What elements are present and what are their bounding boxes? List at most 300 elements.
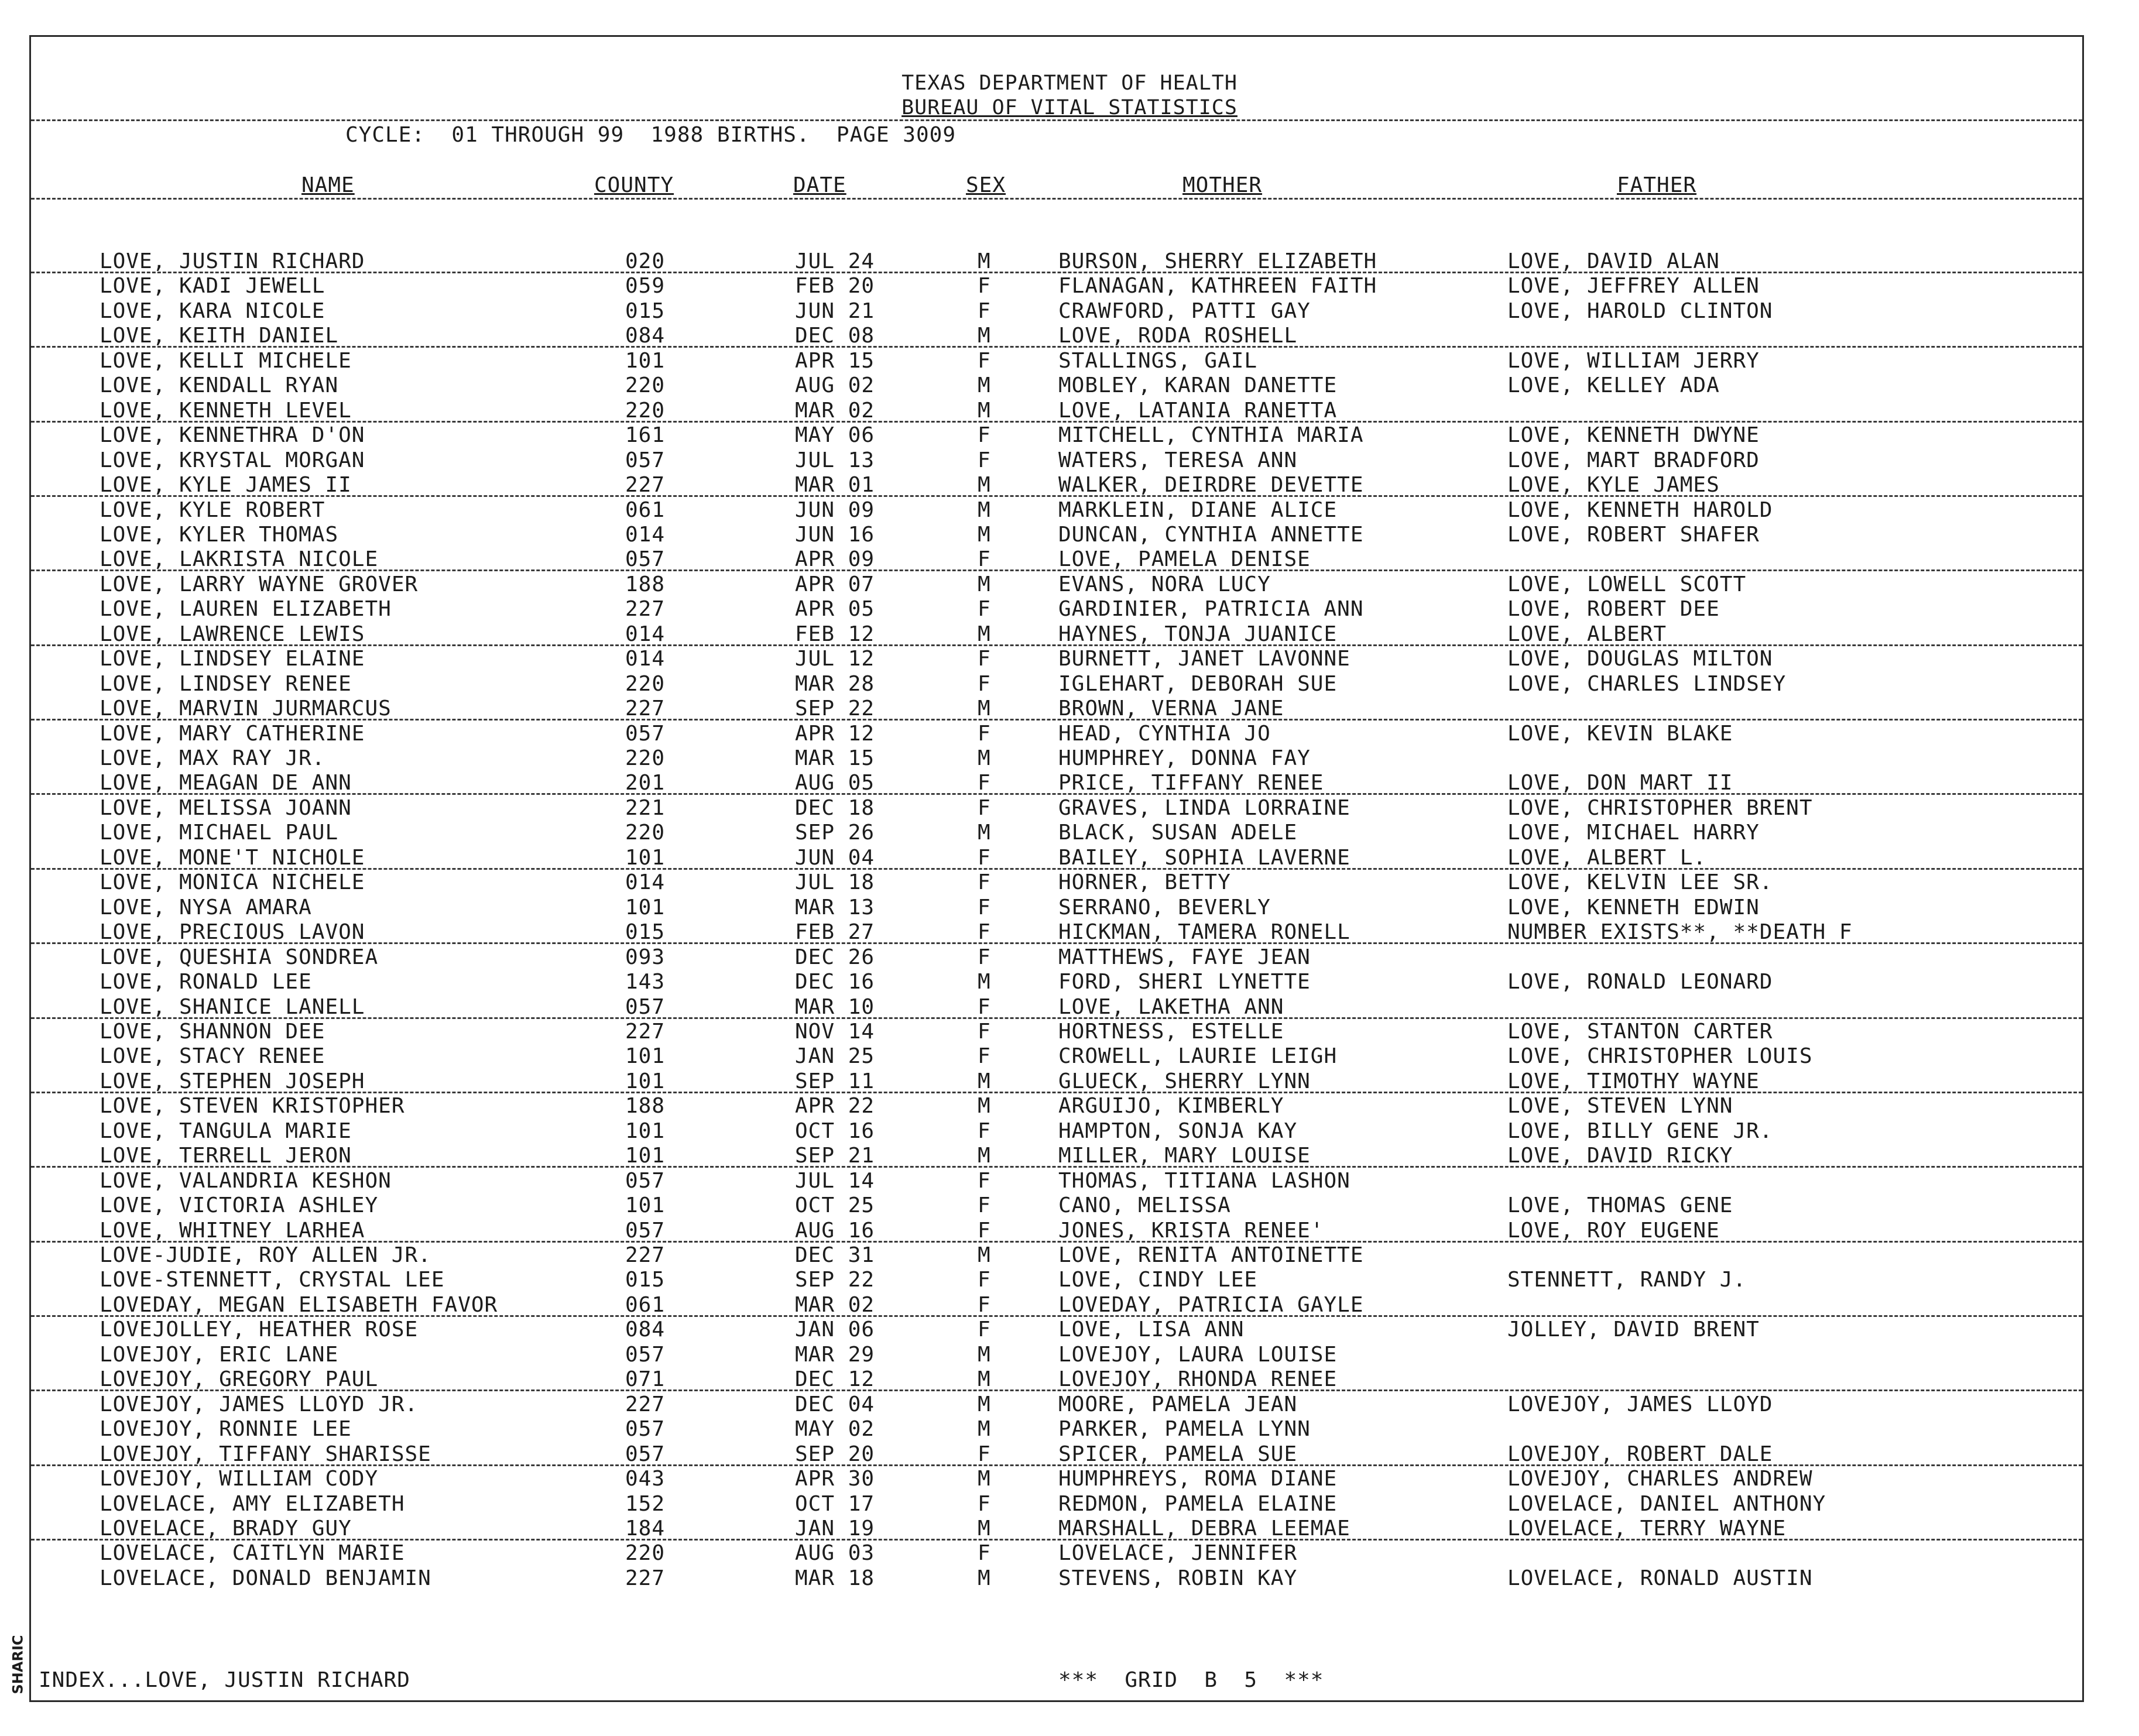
cell-county: 220 [625, 1541, 666, 1566]
cell-father: LOVE, CHRISTOPHER BRENT [1507, 795, 1813, 820]
cell-county: 227 [625, 597, 666, 622]
row-separator [31, 1092, 2082, 1093]
col-date-header: DATE [793, 173, 846, 197]
cell-county: 057 [625, 1442, 666, 1466]
cell-mother: GLUECK, SHERRY LYNN [1058, 1069, 1311, 1093]
cell-name: LOVE, MARVIN JURMARCUS [100, 697, 392, 721]
cell-sex: F [978, 1168, 991, 1193]
cell-sex: M [978, 821, 991, 845]
cell-sex: M [978, 1566, 991, 1590]
cell-date: SEP 22 [795, 697, 875, 721]
row-separator [31, 644, 2082, 646]
cell-name: LOVE, KRYSTAL MORGAN [100, 448, 365, 472]
table-row [0, 448, 2139, 473]
cell-father: LOVE, MICHAEL HARRY [1507, 821, 1760, 845]
cell-date: AUG 05 [795, 771, 875, 795]
cell-father: LOVELACE, DANIEL ANTHONY [1507, 1491, 1826, 1516]
table-row [0, 1169, 2139, 1193]
table-row [0, 722, 2139, 746]
table-row [0, 597, 2139, 622]
cell-county: 061 [625, 498, 666, 522]
index-footer: INDEX...LOVE, JUSTIN RICHARD [39, 1668, 410, 1692]
cell-sex: M [978, 324, 991, 348]
cell-mother: MARSHALL, DEBRA LEEMAE [1058, 1516, 1350, 1541]
cell-mother: LOVE, CINDY LEE [1058, 1268, 1258, 1292]
cell-name: LOVE, MELISSA JOANN [100, 795, 352, 820]
cell-mother: PRICE, TIFFANY RENEE [1058, 771, 1324, 795]
cell-date: MAR 29 [795, 1342, 875, 1367]
cell-county: 221 [625, 795, 666, 820]
cell-mother: GARDINIER, PATRICIA ANN [1058, 597, 1364, 622]
col-county-header: COUNTY [594, 173, 674, 197]
row-separator [31, 1390, 2082, 1391]
cell-name: LOVE-STENNETT, CRYSTAL LEE [100, 1268, 445, 1292]
cell-sex: M [978, 746, 991, 770]
cell-sex: F [978, 721, 991, 746]
cell-date: MAY 06 [795, 423, 875, 448]
table-row [0, 1293, 2139, 1318]
cell-mother: GRAVES, LINDA LORRAINE [1058, 795, 1350, 820]
cell-sex: M [978, 1367, 991, 1392]
cell-sex: M [978, 522, 991, 547]
table-row [0, 1044, 2139, 1069]
cell-mother: THOMAS, TITIANA LASHON [1058, 1168, 1350, 1193]
cell-sex: F [978, 1442, 991, 1466]
cell-mother: PARKER, PAMELA LYNN [1058, 1417, 1311, 1442]
cell-sex: M [978, 1467, 991, 1491]
cell-mother: MARKLEIN, DIANE ALICE [1058, 498, 1338, 522]
cell-name: LOVE, VICTORIA ASHLEY [100, 1193, 379, 1218]
cell-mother: MOBLEY, KARAN DANETTE [1058, 373, 1338, 398]
cell-date: DEC 16 [795, 970, 875, 994]
cell-name: LOVE, KELLI MICHELE [100, 348, 352, 373]
table-row [0, 846, 2139, 870]
cell-sex: M [978, 1094, 991, 1119]
cell-name: LOVE, MICHAEL PAUL [100, 821, 339, 845]
cell-date: APR 09 [795, 547, 875, 572]
table-row [0, 473, 2139, 498]
table-row [0, 1219, 2139, 1243]
cell-sex: M [978, 498, 991, 522]
cell-county: 043 [625, 1467, 666, 1491]
table-row [0, 1417, 2139, 1442]
cell-county: 227 [625, 473, 666, 498]
table-row [0, 523, 2139, 547]
cell-father: LOVE, HAROLD CLINTON [1507, 299, 1773, 323]
cell-name: LOVE, MONICA NICHELE [100, 870, 365, 895]
table-row [0, 547, 2139, 572]
cell-sex: F [978, 1193, 991, 1218]
cell-mother: LOVE, LISA ANN [1058, 1318, 1245, 1342]
table-row [0, 1020, 2139, 1044]
cell-father: LOVE, ROBERT DEE [1507, 597, 1720, 622]
cell-sex: M [978, 398, 991, 423]
cell-name: LOVEJOLLEY, HEATHER ROSE [100, 1318, 419, 1342]
cell-date: DEC 18 [795, 795, 875, 820]
row-separator [31, 1241, 2082, 1243]
cell-name: LOVE, KENDALL RYAN [100, 373, 339, 398]
cell-sex: F [978, 795, 991, 820]
cell-mother: HORTNESS, ESTELLE [1058, 1019, 1284, 1044]
cell-mother: HICKMAN, TAMERA RONELL [1058, 920, 1350, 945]
cell-father: LOVEJOY, ROBERT DALE [1507, 1442, 1773, 1466]
cell-sex: F [978, 945, 991, 969]
cell-father: LOVE, KENNETH HAROLD [1507, 498, 1773, 522]
row-separator [31, 942, 2082, 944]
cell-father: LOVE, KELLEY ADA [1507, 373, 1720, 398]
cell-name: LOVE, RONALD LEE [100, 970, 312, 994]
cell-sex: M [978, 249, 991, 273]
cell-mother: SPICER, PAMELA SUE [1058, 1442, 1298, 1466]
cell-county: 188 [625, 572, 666, 596]
cell-name: LOVE, KYLE ROBERT [100, 498, 325, 522]
cell-date: DEC 31 [795, 1243, 875, 1267]
cell-mother: LOVE, PAMELA DENISE [1058, 547, 1311, 572]
cell-father: LOVE, KEVIN BLAKE [1507, 721, 1733, 746]
cell-date: MAR 02 [795, 1292, 875, 1317]
table-row [0, 622, 2139, 647]
row-separator [31, 1464, 2082, 1466]
cell-mother: MILLER, MARY LOUISE [1058, 1144, 1311, 1168]
table-row [0, 870, 2139, 895]
cell-sex: F [978, 647, 991, 671]
cell-date: JUN 21 [795, 299, 875, 323]
cell-county: 184 [625, 1516, 666, 1541]
table-row [0, 1392, 2139, 1417]
cell-sex: F [978, 1292, 991, 1317]
cell-father: LOVE, CHRISTOPHER LOUIS [1507, 1044, 1813, 1069]
cell-name: LOVE, MONE'T NICHOLE [100, 845, 365, 870]
cell-mother: HORNER, BETTY [1058, 870, 1231, 895]
cell-date: APR 30 [795, 1467, 875, 1491]
table-row [0, 970, 2139, 994]
cell-name: LOVE, NYSA AMARA [100, 895, 312, 920]
column-rule [31, 198, 2082, 200]
cell-county: 101 [625, 1144, 666, 1168]
cell-sex: M [978, 1144, 991, 1168]
cell-father: NUMBER EXISTS**, **DEATH F [1507, 920, 1853, 945]
cell-mother: CROWELL, LAURIE LEIGH [1058, 1044, 1338, 1069]
cell-date: MAR 02 [795, 398, 875, 423]
cell-sex: M [978, 697, 991, 721]
cell-name: LOVE, SHANICE LANELL [100, 994, 365, 1019]
cell-name: LOVE, KEITH DANIEL [100, 324, 339, 348]
cell-county: 188 [625, 1094, 666, 1119]
cell-date: NOV 14 [795, 1019, 875, 1044]
cell-sex: F [978, 1491, 991, 1516]
cell-date: JUN 04 [795, 845, 875, 870]
cell-name: LOVE, JUSTIN RICHARD [100, 249, 365, 273]
cell-date: AUG 03 [795, 1541, 875, 1566]
cell-county: 227 [625, 1243, 666, 1267]
cell-date: MAR 18 [795, 1566, 875, 1590]
cell-name: LOVE, TERRELL JERON [100, 1144, 352, 1168]
cell-county: 101 [625, 1069, 666, 1093]
table-row [0, 1268, 2139, 1292]
cell-name: LOVE, STEPHEN JOSEPH [100, 1069, 365, 1093]
table-row [0, 1517, 2139, 1541]
cell-county: 014 [625, 522, 666, 547]
cell-date: MAR 28 [795, 671, 875, 696]
cell-name: LOVE, KENNETHRA D'ON [100, 423, 365, 448]
table-row [0, 373, 2139, 398]
cell-father: JOLLEY, DAVID BRENT [1507, 1318, 1760, 1342]
cell-name: LOVEJOY, WILLIAM CODY [100, 1467, 379, 1491]
cell-father: LOVE, KYLE JAMES [1507, 473, 1720, 498]
cell-father: LOVEJOY, JAMES LLOYD [1507, 1392, 1773, 1416]
cell-county: 057 [625, 721, 666, 746]
cell-name: LOVE, SHANNON DEE [100, 1019, 325, 1044]
cell-date: DEC 04 [795, 1392, 875, 1416]
cell-name: LOVE, STEVEN KRISTOPHER [100, 1094, 405, 1119]
table-row [0, 1566, 2139, 1591]
row-separator [31, 1166, 2082, 1168]
cell-county: 101 [625, 845, 666, 870]
cell-sex: F [978, 870, 991, 895]
table-row [0, 920, 2139, 945]
table-row [0, 1367, 2139, 1392]
cell-father: LOVE, ALBERT L. [1507, 845, 1707, 870]
cell-date: MAY 02 [795, 1417, 875, 1442]
agency-title: TEXAS DEPARTMENT OF HEALTH [901, 71, 1238, 95]
cell-mother: HUMPHREY, DONNA FAY [1058, 746, 1311, 770]
col-mother-header: MOTHER [1182, 173, 1263, 197]
table-row [0, 1492, 2139, 1517]
cell-name: LOVELACE, CAITLYN MARIE [100, 1541, 405, 1566]
cell-sex: F [978, 1019, 991, 1044]
cell-date: JUL 14 [795, 1168, 875, 1193]
table-row [0, 1119, 2139, 1144]
cell-mother: LOVE, RODA ROSHELL [1058, 324, 1298, 348]
table-row [0, 1442, 2139, 1467]
cell-father: LOVE, KELVIN LEE SR. [1507, 870, 1773, 895]
cell-date: DEC 08 [795, 324, 875, 348]
cell-date: JUL 18 [795, 870, 875, 895]
cell-mother: LOVE, RENITA ANTOINETTE [1058, 1243, 1364, 1267]
cell-father: LOVE, KENNETH DWYNE [1507, 423, 1760, 448]
table-row [0, 349, 2139, 373]
cell-date: SEP 11 [795, 1069, 875, 1093]
cell-mother: EVANS, NORA LUCY [1058, 572, 1271, 596]
cell-county: 084 [625, 324, 666, 348]
cell-county: 020 [625, 249, 666, 273]
cell-date: OCT 25 [795, 1193, 875, 1218]
cell-mother: WALKER, DEIRDRE DEVETTE [1058, 473, 1364, 498]
cell-name: LOVE, MAX RAY JR. [100, 746, 325, 770]
cell-county: 152 [625, 1491, 666, 1516]
cell-sex: F [978, 994, 991, 1019]
cell-county: 014 [625, 870, 666, 895]
cell-date: MAR 10 [795, 994, 875, 1019]
cell-name: LOVE, STACY RENEE [100, 1044, 325, 1069]
cell-sex: F [978, 274, 991, 299]
table-row [0, 249, 2139, 274]
cell-mother: HEAD, CYNTHIA JO [1058, 721, 1271, 746]
cell-county: 101 [625, 895, 666, 920]
cell-name: LOVE, KYLE JAMES II [100, 473, 352, 498]
cell-name: LOVELACE, AMY ELIZABETH [100, 1491, 405, 1516]
cell-sex: M [978, 1516, 991, 1541]
cell-mother: BURSON, SHERRY ELIZABETH [1058, 249, 1377, 273]
cell-county: 071 [625, 1367, 666, 1392]
cell-name: LOVEJOY, RONNIE LEE [100, 1417, 352, 1442]
cell-father: LOVE, ROBERT SHAFER [1507, 522, 1760, 547]
cell-mother: LOVEJOY, RHONDA RENEE [1058, 1367, 1338, 1392]
cell-mother: HUMPHREYS, ROMA DIANE [1058, 1467, 1338, 1491]
cell-county: 227 [625, 697, 666, 721]
row-separator [31, 569, 2082, 571]
row-separator [31, 1017, 2082, 1019]
cell-name: LOVE-JUDIE, ROY ALLEN JR. [100, 1243, 431, 1267]
cell-date: JUL 12 [795, 647, 875, 671]
row-separator [31, 421, 2082, 423]
cell-mother: STALLINGS, GAIL [1058, 348, 1258, 373]
cell-date: SEP 20 [795, 1442, 875, 1466]
table-row [0, 399, 2139, 423]
cell-county: 143 [625, 970, 666, 994]
cell-county: 057 [625, 994, 666, 1019]
cell-date: SEP 22 [795, 1268, 875, 1292]
cell-name: LOVE, KARA NICOLE [100, 299, 325, 323]
cell-mother: LOVEDAY, PATRICIA GAYLE [1058, 1292, 1364, 1317]
cell-name: LOVE, MARY CATHERINE [100, 721, 365, 746]
cell-father: LOVE, ALBERT [1507, 622, 1667, 646]
cell-date: MAR 13 [795, 895, 875, 920]
cell-sex: F [978, 1541, 991, 1566]
table-row [0, 1243, 2139, 1268]
cell-mother: CANO, MELISSA [1058, 1193, 1231, 1218]
cell-date: DEC 26 [795, 945, 875, 969]
cell-name: LOVE, LINDSEY RENEE [100, 671, 352, 696]
cell-father: LOVE, KENNETH EDWIN [1507, 895, 1760, 920]
cell-sex: F [978, 1268, 991, 1292]
cell-sex: M [978, 1243, 991, 1267]
cell-sex: M [978, 1069, 991, 1093]
cell-county: 059 [625, 274, 666, 299]
row-separator [31, 868, 2082, 870]
cell-date: APR 22 [795, 1094, 875, 1119]
cell-date: JUL 13 [795, 448, 875, 472]
table-row [0, 796, 2139, 821]
cell-sex: F [978, 771, 991, 795]
cell-sex: F [978, 1318, 991, 1342]
table-row [0, 821, 2139, 845]
cell-mother: LOVELACE, JENNIFER [1058, 1541, 1298, 1566]
cell-county: 057 [625, 1342, 666, 1367]
cell-date: APR 15 [795, 348, 875, 373]
cell-county: 101 [625, 1044, 666, 1069]
table-row [0, 1193, 2139, 1218]
cell-sex: F [978, 448, 991, 472]
cell-father: LOVELACE, RONALD AUSTIN [1507, 1566, 1813, 1590]
cell-county: 220 [625, 746, 666, 770]
cell-date: OCT 16 [795, 1119, 875, 1143]
cell-father: LOVE, CHARLES LINDSEY [1507, 671, 1787, 696]
cell-date: JAN 25 [795, 1044, 875, 1069]
cell-mother: LOVEJOY, LAURA LOUISE [1058, 1342, 1338, 1367]
col-sex-header: SEX [966, 173, 1006, 197]
cell-sex: F [978, 845, 991, 870]
cell-sex: F [978, 1119, 991, 1143]
cell-date: DEC 12 [795, 1367, 875, 1392]
cell-mother: FLANAGAN, KATHREEN FAITH [1058, 274, 1377, 299]
cell-county: 061 [625, 1292, 666, 1317]
cell-father: LOVE, STEVEN LYNN [1507, 1094, 1733, 1119]
cell-sex: F [978, 423, 991, 448]
table-row [0, 1467, 2139, 1491]
cell-mother: BLACK, SUSAN ADELE [1058, 821, 1298, 845]
cell-date: APR 07 [795, 572, 875, 596]
cell-name: LOVE, WHITNEY LARHEA [100, 1218, 365, 1243]
cell-mother: SERRANO, BEVERLY [1058, 895, 1271, 920]
cell-name: LOVELACE, BRADY GUY [100, 1516, 352, 1541]
cell-county: 093 [625, 945, 666, 969]
cell-sex: M [978, 1342, 991, 1367]
grid-footer: *** GRID B 5 *** [1058, 1668, 1324, 1692]
cell-father: LOVELACE, TERRY WAYNE [1507, 1516, 1787, 1541]
cell-county: 227 [625, 1392, 666, 1416]
cell-mother: LOVE, LAKETHA ANN [1058, 994, 1284, 1019]
table-row [0, 299, 2139, 324]
cell-sex: F [978, 671, 991, 696]
cell-name: LOVE, KYLER THOMAS [100, 522, 339, 547]
row-separator [31, 1539, 2082, 1541]
cell-father: LOVE, DOUGLAS MILTON [1507, 647, 1773, 671]
cell-sex: M [978, 622, 991, 646]
table-row [0, 423, 2139, 448]
cell-county: 220 [625, 373, 666, 398]
table-row [0, 746, 2139, 771]
cell-father: LOVE, DAVID ALAN [1507, 249, 1720, 273]
row-separator [31, 793, 2082, 795]
cell-county: 227 [625, 1019, 666, 1044]
side-mark: SHARIC [9, 1635, 26, 1694]
cell-mother: HAMPTON, SONJA KAY [1058, 1119, 1298, 1143]
cell-county: 220 [625, 398, 666, 423]
cell-county: 084 [625, 1318, 666, 1342]
cell-sex: F [978, 597, 991, 622]
table-row [0, 672, 2139, 697]
table-row [0, 1069, 2139, 1094]
cell-father: LOVE, MART BRADFORD [1507, 448, 1760, 472]
cell-county: 014 [625, 622, 666, 646]
cell-county: 057 [625, 1218, 666, 1243]
cell-date: APR 12 [795, 721, 875, 746]
cell-father: LOVE, DON MART II [1507, 771, 1733, 795]
cell-sex: M [978, 970, 991, 994]
cell-name: LOVEDAY, MEGAN ELISABETH FAVOR [100, 1292, 498, 1317]
cell-father: LOVE, LOWELL SCOTT [1507, 572, 1747, 596]
table-row [0, 697, 2139, 721]
cell-mother: WATERS, TERESA ANN [1058, 448, 1298, 472]
cell-mother: BURNETT, JANET LAVONNE [1058, 647, 1350, 671]
cell-county: 015 [625, 1268, 666, 1292]
cell-sex: M [978, 473, 991, 498]
table-row [0, 896, 2139, 920]
cell-date: JUL 24 [795, 249, 875, 273]
cell-father: STENNETT, RANDY J. [1507, 1268, 1747, 1292]
cell-sex: F [978, 920, 991, 945]
cell-father: LOVEJOY, CHARLES ANDREW [1507, 1467, 1813, 1491]
cell-date: SEP 21 [795, 1144, 875, 1168]
cell-sex: F [978, 547, 991, 572]
cell-name: LOVEJOY, GREGORY PAUL [100, 1367, 379, 1392]
cell-date: OCT 17 [795, 1491, 875, 1516]
cell-father: LOVE, WILLIAM JERRY [1507, 348, 1760, 373]
cell-county: 161 [625, 423, 666, 448]
cell-date: JUN 16 [795, 522, 875, 547]
cell-county: 220 [625, 671, 666, 696]
